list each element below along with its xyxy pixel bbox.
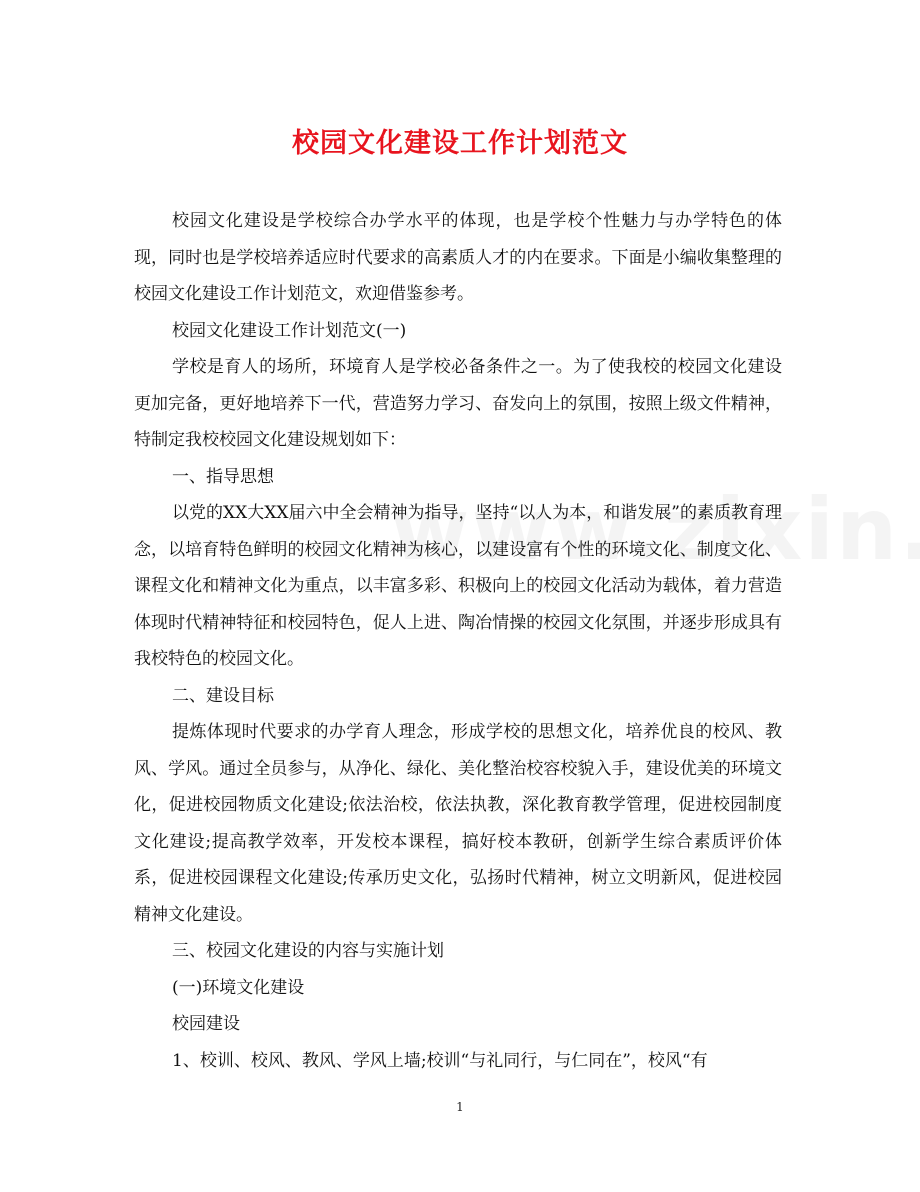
list-item-1: 1、校训、校风、教风、学风上墙;校训“与礼同行，与仁同在”，校风“有: [172, 1050, 708, 1071]
document-body: [134, 203, 782, 1079]
paragraph-goals: 提炼体现时代要求的办学育人理念，形成学校的思想文化，培养优良的校风、教风、学风。通过全员参与，从净化、绿化、美化整治校容校貌入手，建设优美的环境文化，促进校园物质文化建设;依法治校，依法执教，深化教育教学管理，促进校园制度文化建设;提高教学效率，开发校本课程，搞好校本教研，创新学生综合素质评价体系，促进校园课程文化建设;传承历史文化，弘扬时代精神，树立文明新风，促进校园精神文化建设。: [134, 722, 782, 925]
paragraph-intro: 校园文化建设是学校综合办学水平的体现，也是学校个性魅力与办学特色的体现，同时也是学校培养适应时代要求的高素质人才的内在要求。下面是小编收集整理的校园文化建设工作计划范文，欢迎借鉴参考。: [134, 211, 782, 304]
paragraph-preface: 学校是育人的场所，环境育人是学校必备条件之一。为了使我校的校园文化建设更加完备，更好地培养下一代，营造努力学习、奋发向上的氛围，按照上级文件精神，特制定我校校园文化建设规划如下：: [134, 357, 782, 450]
section-heading-2: 二、建设目标: [172, 685, 274, 706]
paragraph-subtitle: 校园文化建设工作计划范文(一): [172, 320, 407, 341]
section-heading-3: 三、校园文化建设的内容与实施计划: [172, 941, 444, 961]
subsection-heading-campus: 校园建设: [172, 1014, 240, 1034]
section-heading-1: 一、指导思想: [172, 466, 274, 487]
document-title: 校园文化建设工作计划范文: [292, 128, 628, 159]
paragraph-guiding-thought: 以党的XX大XX届六中全会精神为指导，坚持“以人为本，和谐发展”的素质教育理念，以培育特色鲜明的校园文化精神为核心，以建设富有个性的环境文化、制度文化、课程文化和精神文化为重点，以丰富多彩、积极向上的校园文化活动为载体，着力营造体现时代精神特征和校园特色，促人上进、陶冶情操的校园文化氛围，并逐步形成具有我校特色的校园文化。: [134, 503, 782, 669]
subsection-heading-1: (一)环境文化建设: [172, 977, 305, 998]
page-number: 1: [456, 1100, 464, 1114]
